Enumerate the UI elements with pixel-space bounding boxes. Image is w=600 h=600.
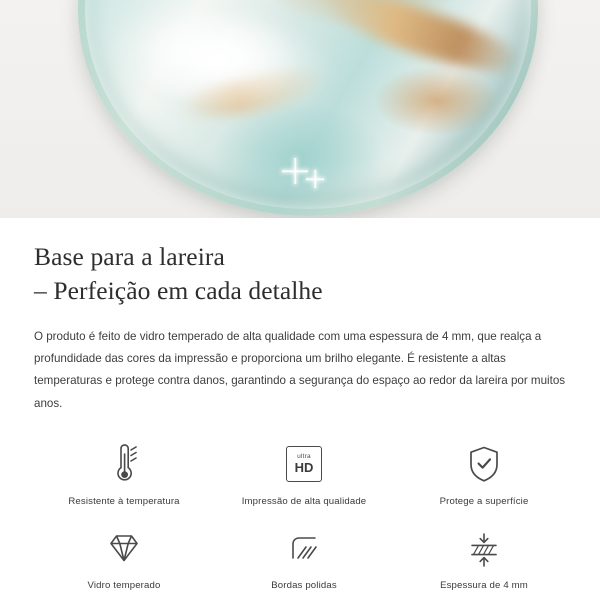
polished-edges-icon (282, 525, 326, 571)
feature-label: Protege a superfície (439, 495, 529, 507)
feature-item-polished-edges (214, 525, 394, 591)
thermometer-icon (104, 441, 144, 487)
feature-item-thickness (394, 525, 574, 591)
headline-line-2: – Perfeição em cada detalhe (34, 275, 323, 305)
ultra-hd-badge-bottom: HD (294, 460, 314, 476)
feature-label: Bordas polidas (271, 579, 337, 591)
feature-item-surface-protection (394, 441, 574, 507)
description-paragraph: O produto é feito de vidro temperado de alta qualidade com uma espessura de 4 mm, que realça a profundidade das cores da impressão e proporciona um brilho elegante. É resistente a altas temperaturas e protege contra danos, garantindo a segurança do espaço ao redor da lareira por muitos anos. (34, 329, 566, 410)
feature-item-temperature-resistant (34, 441, 214, 507)
hero-product-image (0, 0, 600, 218)
feature-item-tempered-glass (34, 525, 214, 591)
page-title (34, 240, 566, 308)
feature-label: Vidro temperado (87, 579, 161, 591)
content-area (0, 218, 600, 591)
feature-label: Espessura de 4 mm (440, 579, 528, 591)
shield-check-icon (464, 441, 504, 487)
ultra-hd-badge-top: ultra (297, 452, 311, 460)
thickness-arrows-icon (462, 525, 506, 571)
feature-item-print-quality (214, 441, 394, 507)
feature-grid (34, 441, 574, 591)
feature-label: Impressão de alta qualidade (241, 495, 367, 507)
diamond-icon (102, 525, 146, 571)
glass-board-image (78, 0, 538, 216)
feature-label: Resistente à temperatura (68, 495, 180, 507)
ultra-hd-icon (286, 441, 322, 487)
headline-line-1: Base para a lareira (34, 242, 225, 271)
